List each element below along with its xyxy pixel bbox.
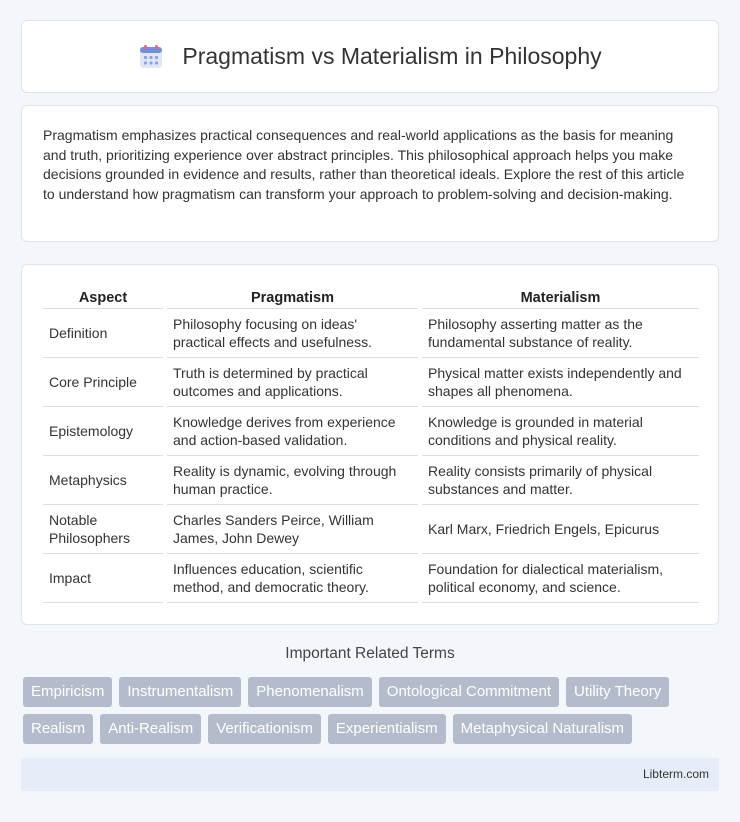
cell-pragmatism: Reality is dynamic, evolving through human practice. <box>167 456 418 505</box>
cell-aspect: Core Principle <box>43 358 163 407</box>
cell-materialism: Foundation for dialectical materialism, political economy, and science. <box>422 554 699 603</box>
header-pragmatism: Pragmatism <box>167 287 418 309</box>
cell-aspect: Impact <box>43 554 163 603</box>
table-row <box>43 456 699 505</box>
cell-aspect: Metaphysics <box>43 456 163 505</box>
table-header-row <box>43 287 699 309</box>
related-terms-title: Important Related Terms <box>285 645 455 662</box>
intro-text: Pragmatism emphasizes practical consequences and real-world applications as the basis for meaning and truth, prioritizing experience over abstract principles. This philosophical approach helps you make decisions grounded in evidence and results, rather than theoretical ideals. Explore the rest of this article to understand how pragmatism can transform your approach to problem-solving and decision-making. <box>43 127 685 202</box>
related-term-tag[interactable]: Phenomenalism <box>248 677 372 707</box>
related-term-tag[interactable]: Anti-Realism <box>100 714 201 744</box>
tag-row <box>23 677 723 707</box>
cell-aspect: Epistemology <box>43 407 163 456</box>
table-row <box>43 505 699 554</box>
title-card <box>21 20 719 93</box>
cell-aspect: Notable Philosophers <box>43 505 163 554</box>
tag-row <box>23 714 723 744</box>
page-title: Pragmatism vs Materialism in Philosophy <box>182 43 602 69</box>
table-row <box>43 309 699 358</box>
cell-materialism: Knowledge is grounded in material conditions and physical reality. <box>422 407 699 456</box>
cell-materialism: Philosophy asserting matter as the fundamental substance of reality. <box>422 309 699 358</box>
cell-pragmatism: Knowledge derives from experience and action-based validation. <box>167 407 418 456</box>
comparison-table-card <box>21 264 719 625</box>
comparison-table <box>43 287 699 603</box>
related-term-tag[interactable]: Experientialism <box>328 714 446 744</box>
header-materialism: Materialism <box>422 287 699 309</box>
related-term-tag[interactable]: Ontological Commitment <box>379 677 559 707</box>
footer <box>21 758 719 791</box>
table-row <box>43 554 699 603</box>
table-row <box>43 358 699 407</box>
cell-pragmatism: Truth is determined by practical outcomes and applications. <box>167 358 418 407</box>
related-term-tag[interactable]: Realism <box>23 714 93 744</box>
intro-card <box>21 105 719 242</box>
cell-materialism: Karl Marx, Friedrich Engels, Epicurus <box>422 505 699 554</box>
related-term-tag[interactable]: Utility Theory <box>566 677 669 707</box>
cell-aspect: Definition <box>43 309 163 358</box>
cell-materialism: Reality consists primarily of physical substances and matter. <box>422 456 699 505</box>
cell-pragmatism: Philosophy focusing on ideas' practical effects and usefulness. <box>167 309 418 358</box>
cell-pragmatism: Influences education, scientific method, and democratic theory. <box>167 554 418 603</box>
related-term-tag[interactable]: Instrumentalism <box>119 677 241 707</box>
calendar-grid-icon <box>138 44 164 70</box>
footer-link[interactable]: Libterm.com <box>642 767 709 781</box>
related-term-tag[interactable]: Verificationism <box>208 714 321 744</box>
related-term-tag[interactable]: Metaphysical Naturalism <box>453 714 632 744</box>
related-term-tag[interactable]: Empiricism <box>23 677 112 707</box>
cell-materialism: Physical matter exists independently and shapes all phenomena. <box>422 358 699 407</box>
header-aspect: Aspect <box>43 287 163 309</box>
cell-pragmatism: Charles Sanders Peirce, William James, John Dewey <box>167 505 418 554</box>
related-terms <box>23 677 723 751</box>
table-row <box>43 407 699 456</box>
